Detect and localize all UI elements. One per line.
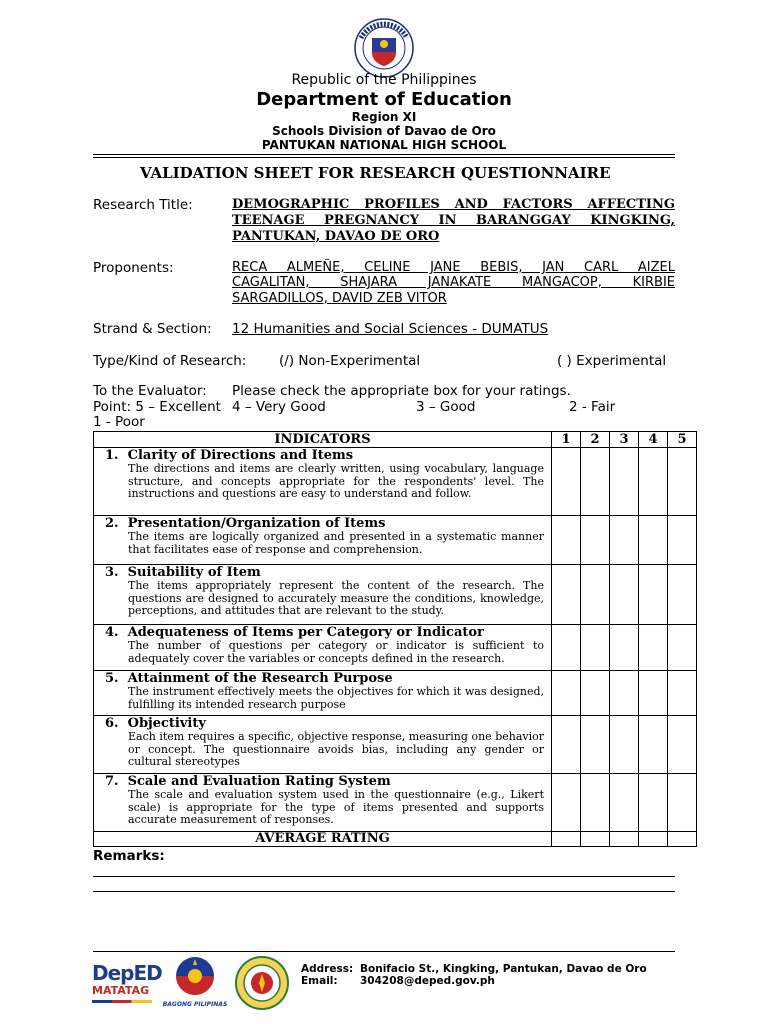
footer-rule [93,951,675,952]
rating-cell[interactable] [668,716,697,774]
rating-cell[interactable] [639,716,668,774]
research-title-line-1: DEMOGRAPHIC PROFILES AND FACTORS AFFECTING [232,197,675,212]
rating-cell[interactable] [581,671,610,716]
rating-cell[interactable] [552,774,581,832]
proponents-line-2: CAGALITAN, SHAJARA JANAKATE MANGACOP, KIRBIE [232,275,675,290]
rating-cell[interactable] [552,448,581,516]
scale-point-5: Point: 5 – Excellent [93,399,221,415]
rating-cell[interactable] [610,832,639,847]
rating-cell[interactable] [639,774,668,832]
indicator-number: 4. [105,625,128,640]
indicators-header: INDICATORS [94,432,552,448]
indicator-desc: The directions and items are clearly written, using vocabulary, language structure, and concepts appropriate for the respondents' level. The instructions and questions are easy to understand and follow. [128,462,544,500]
rating-cell[interactable] [668,516,697,565]
indicator-desc: Each item requires a specific, objective response, measuring one behavior or concept. The questionnaire avoids bias, including any gender or cultural stereotypes [128,730,544,768]
remarks-line-2[interactable] [93,891,675,892]
rating-cell[interactable] [668,832,697,847]
header-rule-top [93,154,675,155]
school-seal-icon [234,956,290,1010]
rating-cell[interactable] [668,625,697,671]
rating-cell[interactable] [610,671,639,716]
bagong-pilipinas-icon [169,955,221,997]
bagong-pilipinas-logo [162,955,228,1008]
indicator-number: 6. [105,716,128,731]
average-row [94,832,697,847]
proponents-line-3: SARGADILLOS, DAVID ZEB VITOR [232,291,447,306]
rating-cell[interactable] [581,625,610,671]
rating-cell[interactable] [639,448,668,516]
rating-cell[interactable] [610,625,639,671]
scale-point-2: 2 - Fair [569,399,616,415]
indicator-title: Scale and Evaluation Rating System [127,774,391,789]
rating-cell[interactable] [552,625,581,671]
rating-cell[interactable] [581,516,610,565]
indicator-cell [94,516,552,565]
rating-cell[interactable] [668,774,697,832]
indicator-title: Presentation/Organization of Items [127,516,386,531]
indicator-desc: The items are logically organized and presented in a systematic manner that facilitates ease of response and comprehension. [128,530,544,556]
research-type-label: Type/Kind of Research: [93,353,247,369]
region-line: Region XI [351,110,417,124]
table-row [94,448,697,516]
rating-cell[interactable] [581,832,610,847]
table-row [94,774,697,832]
research-title-label: Research Title: [93,197,193,213]
indicator-desc: The number of questions per category or indicator is sufficient to adequately cover the variables or concepts defined in the research. [128,639,544,665]
remarks-line-1[interactable] [93,876,675,877]
table-header-row [94,432,697,448]
non-experimental-option: (/) Non-Experimental [279,353,421,369]
indicator-desc: The items appropriately represent the content of the research. The questions are designed to accurately measure the conditions, knowledge, perceptions, and attitudes that are relevant to the study. [128,579,544,617]
proponents-label: Proponents: [93,260,174,276]
rating-cell[interactable] [610,565,639,625]
strand-value: 12 Humanities and Social Sciences - DUMATUS [232,321,549,337]
matatag-text: MATATAG [92,984,150,997]
indicator-title: Suitability of Item [127,565,261,580]
research-title-line-3: PANTUKAN, DAVAO DE ORO [232,229,440,244]
rating-col-4: 4 [639,432,668,448]
deped-seal-icon [351,18,417,78]
indicator-number: 1. [105,448,128,463]
indicator-desc: The instrument effectively meets the objectives for which it was designed, fulfilling its intended research purpose [128,685,544,711]
rating-cell[interactable] [639,625,668,671]
indicator-title: Adequateness of Items per Category or Indicator [127,625,484,640]
rating-cell[interactable] [581,565,610,625]
table-row [94,516,697,565]
indicator-number: 5. [105,671,128,686]
rating-cell[interactable] [552,671,581,716]
average-rating-label: AVERAGE RATING [94,832,552,847]
research-title-line-2: TEENAGE PREGNANCY IN BARANGGAY KINGKING, [232,213,675,228]
scale-point-3: 3 – Good [416,399,476,415]
rating-cell[interactable] [610,774,639,832]
indicator-desc: The scale and evaluation system used in the questionnaire (e.g., Likert scale) is appropriate for the type of items presented and supports accurate measurement of responses. [128,788,544,826]
indicators-table [93,431,697,847]
email-label: Email: [301,975,338,987]
rating-cell[interactable] [610,448,639,516]
address-label: Address: [301,963,354,975]
indicator-title: Attainment of the Research Purpose [127,671,393,686]
header-rule-bottom [93,157,675,158]
scale-point-1: 1 - Poor [93,414,145,430]
indicator-number: 2. [105,516,128,531]
email-value: 304208@deped.gov.ph [360,975,495,987]
sheet-title: VALIDATION SHEET FOR RESEARCH QUESTIONNAIRE [140,164,611,182]
rating-cell[interactable] [581,716,610,774]
rating-col-2: 2 [581,432,610,448]
rating-cell[interactable] [639,832,668,847]
department-title: Department of Education [256,89,512,110]
rating-cell[interactable] [552,716,581,774]
rating-col-3: 3 [610,432,639,448]
rating-cell[interactable] [581,448,610,516]
remarks-label: Remarks: [93,848,165,864]
rating-col-5: 5 [668,432,697,448]
indicator-title: Clarity of Directions and Items [127,448,354,463]
rating-cell[interactable] [610,516,639,565]
indicator-number: 7. [105,774,128,789]
bagong-pilipinas-text: BAGONG PILIPINAS [162,1001,228,1008]
rating-cell[interactable] [668,448,697,516]
indicator-number: 3. [105,565,128,580]
rating-cell[interactable] [610,716,639,774]
rating-cell[interactable] [639,565,668,625]
table-row [94,716,697,774]
table-row [94,625,697,671]
indicator-cell [94,448,552,516]
indicator-cell [94,565,552,625]
rating-cell[interactable] [552,565,581,625]
indicator-cell [94,774,552,832]
rating-cell[interactable] [552,516,581,565]
rating-cell[interactable] [581,774,610,832]
rating-cell[interactable] [639,516,668,565]
indicator-cell [94,625,552,671]
scale-point-4: 4 – Very Good [232,399,326,415]
rating-cell[interactable] [639,671,668,716]
evaluator-instruction: Please check the appropriate box for your ratings. [232,383,571,399]
deped-matatag-logo [92,961,162,1003]
indicator-title: Objectivity [127,716,206,731]
table-row [94,671,697,716]
evaluator-label: To the Evaluator: [93,383,207,399]
rating-cell[interactable] [668,671,697,716]
flag-stripe [92,1000,152,1003]
country-line: Republic of the Philippines [291,72,477,88]
proponents-line-1: RECA ALMEÑE, CELINE JANE BEBIS, JAN CARL AIZEL [232,260,675,275]
rating-cell[interactable] [668,565,697,625]
address-value: Bonifacio St., Kingking, Pantukan, Davao de Oro [360,963,647,975]
table-row [94,565,697,625]
division-line: Schools Division of Davao de Oro [272,124,496,138]
school-line: PANTUKAN NATIONAL HIGH SCHOOL [261,138,507,152]
indicator-cell [94,716,552,774]
strand-label: Strand & Section: [93,321,212,337]
deped-logo-text: DepED [92,961,162,985]
indicator-cell [94,671,552,716]
rating-col-1: 1 [552,432,581,448]
experimental-option: ( ) Experimental [557,353,667,369]
rating-cell[interactable] [552,832,581,847]
